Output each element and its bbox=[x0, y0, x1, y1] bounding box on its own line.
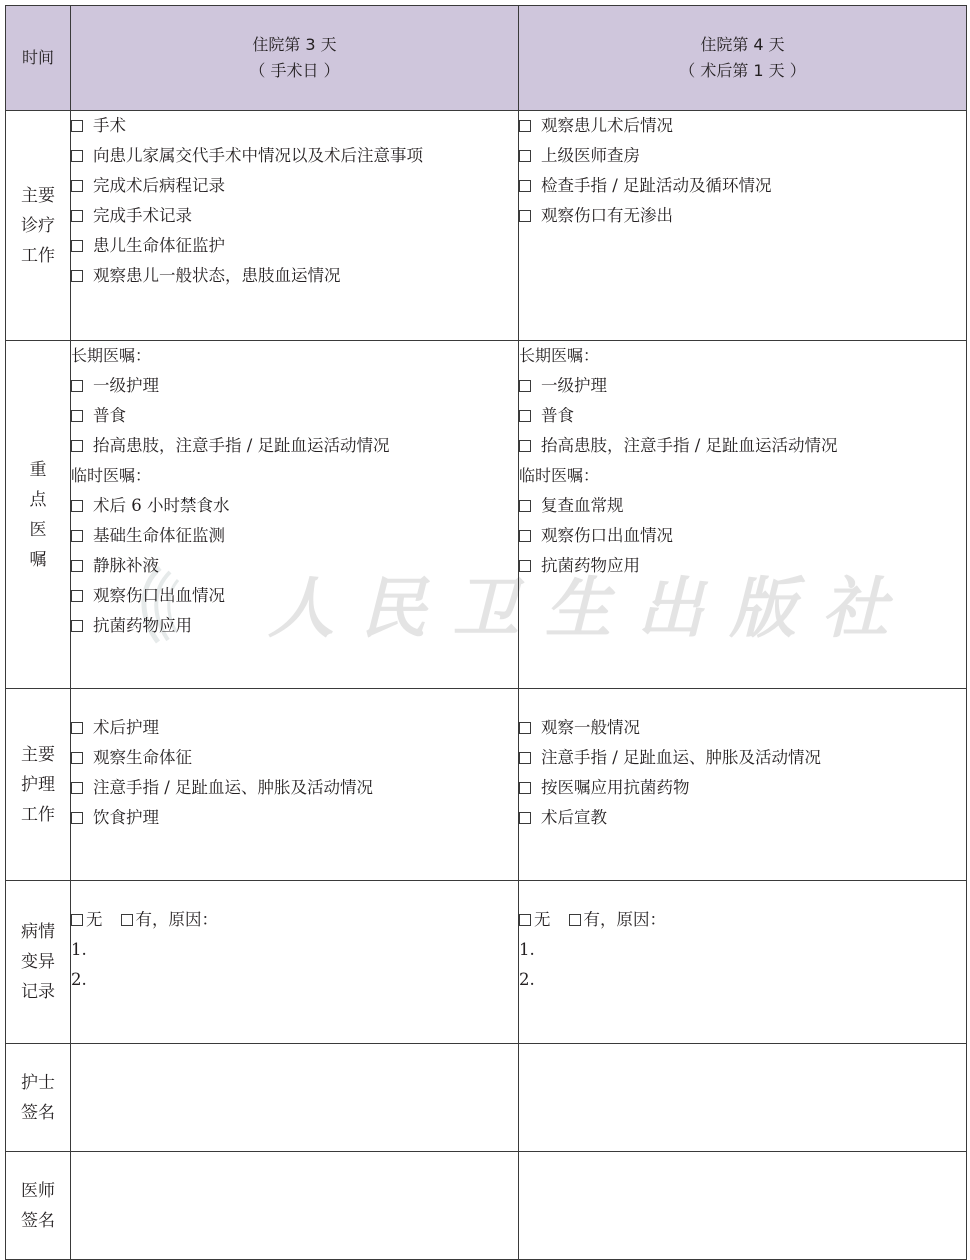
checkbox[interactable] bbox=[519, 782, 531, 794]
checkbox[interactable] bbox=[71, 380, 83, 392]
checkbox[interactable] bbox=[71, 560, 83, 572]
long-term-orders-heading: 长期医嘱： bbox=[71, 346, 152, 365]
checkbox[interactable] bbox=[71, 120, 83, 132]
checkbox[interactable] bbox=[71, 500, 83, 512]
checklist-item[interactable] bbox=[519, 371, 966, 401]
item-text: 普食 bbox=[93, 406, 126, 425]
checklist-item[interactable] bbox=[519, 431, 966, 461]
watermark-char: 人 bbox=[268, 568, 334, 647]
item-text: 观察伤口出血情况 bbox=[541, 526, 673, 545]
item-text: 观察患儿一般状态，患肢血运情况 bbox=[93, 266, 341, 285]
label-text: 主要 bbox=[21, 185, 55, 206]
time-header: 时间 bbox=[6, 6, 71, 111]
variance-line-1[interactable]: 1. bbox=[71, 940, 87, 959]
label-text: 重 bbox=[29, 459, 47, 480]
checklist-item[interactable] bbox=[519, 551, 966, 581]
checkbox[interactable] bbox=[519, 410, 531, 422]
day3-orders-cell bbox=[71, 341, 519, 689]
checklist-item[interactable] bbox=[71, 551, 518, 581]
item-text: 观察患儿术后情况 bbox=[541, 116, 673, 135]
item-text: 观察一般情况 bbox=[541, 718, 640, 737]
checkbox[interactable] bbox=[71, 410, 83, 422]
row-label-variance bbox=[6, 881, 71, 1044]
label-text: 主要 bbox=[21, 744, 55, 765]
day3-doctor-signature-field[interactable] bbox=[71, 1152, 519, 1260]
watermark-char: 民 bbox=[360, 568, 427, 647]
checklist-item[interactable] bbox=[71, 743, 518, 773]
checkbox[interactable] bbox=[71, 722, 83, 734]
day4-orders-cell bbox=[519, 341, 967, 689]
checkbox[interactable] bbox=[71, 590, 83, 602]
option-text: 无 bbox=[534, 910, 551, 929]
row-label-nurse-signature bbox=[6, 1044, 71, 1152]
watermark-char: 生 bbox=[544, 568, 611, 647]
item-text: 静脉补液 bbox=[93, 556, 159, 575]
checklist-item[interactable] bbox=[71, 521, 518, 551]
checkbox[interactable] bbox=[71, 752, 83, 764]
watermark-char: 版 bbox=[729, 568, 796, 647]
day4-variance-cell bbox=[519, 881, 967, 1044]
checklist-item[interactable] bbox=[71, 401, 518, 431]
item-text: 术后护理 bbox=[93, 718, 159, 737]
label-text: 医师 bbox=[21, 1180, 55, 1201]
day3-treatment-cell bbox=[71, 111, 519, 341]
day4-doctor-signature-field[interactable] bbox=[519, 1152, 967, 1260]
checklist-item[interactable] bbox=[71, 141, 518, 171]
row-label-main-nursing bbox=[6, 689, 71, 881]
variance-none-option[interactable] bbox=[71, 910, 103, 929]
checkbox[interactable] bbox=[71, 782, 83, 794]
checkbox[interactable] bbox=[71, 240, 83, 252]
item-text: 完成术后病程记录 bbox=[93, 176, 225, 195]
checkbox-none[interactable] bbox=[71, 914, 83, 926]
day4-title: 住院第 4 天 bbox=[700, 35, 785, 54]
checkbox-none[interactable] bbox=[519, 914, 531, 926]
watermark-char: 出 bbox=[637, 568, 704, 647]
item-text: 注意手指 / 足趾血运、肿胀及活动情况 bbox=[93, 778, 374, 797]
checklist-item[interactable] bbox=[71, 201, 518, 231]
row-label-main-treatment bbox=[6, 111, 71, 341]
item-text: 一级护理 bbox=[93, 376, 159, 395]
long-term-orders-heading: 长期医嘱： bbox=[519, 346, 600, 365]
label-text: 护士 bbox=[21, 1072, 55, 1093]
day3-title: 住院第 3 天 bbox=[252, 35, 337, 54]
checkbox[interactable] bbox=[71, 440, 83, 452]
checklist-item[interactable] bbox=[519, 803, 966, 833]
option-text: 无 bbox=[86, 910, 103, 929]
variance-line-2[interactable]: 2. bbox=[519, 970, 535, 989]
watermark-char: 社 bbox=[821, 568, 888, 647]
label-text: 工作 bbox=[21, 245, 55, 266]
checkbox[interactable] bbox=[519, 210, 531, 222]
item-text: 术后宣教 bbox=[541, 808, 607, 827]
checkbox[interactable] bbox=[71, 210, 83, 222]
day4-nursing-cell bbox=[519, 689, 967, 881]
label-text: 点 bbox=[29, 489, 47, 510]
checklist-item[interactable] bbox=[71, 371, 518, 401]
day3-nursing-cell bbox=[71, 689, 519, 881]
main-nursing-row bbox=[6, 689, 967, 881]
item-text: 术后 6 小时禁食水 bbox=[93, 496, 230, 515]
main-treatment-row bbox=[6, 111, 967, 341]
variance-yes-option[interactable] bbox=[569, 910, 667, 929]
checkbox[interactable] bbox=[519, 500, 531, 512]
checkbox-yes[interactable] bbox=[121, 914, 133, 926]
item-text: 上级医师查房 bbox=[541, 146, 640, 165]
day4-header bbox=[519, 6, 967, 111]
label-text: 签名 bbox=[21, 1210, 55, 1231]
row-label-doctor-signature bbox=[6, 1152, 71, 1260]
item-text: 观察生命体征 bbox=[93, 748, 192, 767]
item-text: 普食 bbox=[541, 406, 574, 425]
checklist-item[interactable] bbox=[519, 491, 966, 521]
checklist-item[interactable] bbox=[519, 773, 966, 803]
checkbox[interactable] bbox=[71, 150, 83, 162]
clinical-pathway-table bbox=[5, 5, 967, 1260]
item-text: 手术 bbox=[93, 116, 126, 135]
checklist-item[interactable] bbox=[71, 581, 518, 611]
checklist-item[interactable] bbox=[71, 431, 518, 461]
label-text: 变异 bbox=[21, 952, 55, 972]
temporary-orders-heading: 临时医嘱： bbox=[519, 466, 600, 485]
checklist-item[interactable] bbox=[71, 713, 518, 743]
item-text: 复查血常规 bbox=[541, 496, 624, 515]
day4-nurse-signature-field[interactable] bbox=[519, 1044, 967, 1152]
checklist-item[interactable] bbox=[519, 141, 966, 171]
variance-record-row bbox=[6, 881, 967, 1044]
temporary-orders-heading: 临时医嘱： bbox=[71, 466, 152, 485]
checklist-item[interactable] bbox=[71, 231, 518, 261]
checkbox[interactable] bbox=[519, 560, 531, 572]
item-text: 检查手指 / 足趾活动及循环情况 bbox=[541, 176, 772, 195]
item-text: 患儿生命体征监护 bbox=[93, 236, 225, 255]
checklist-item[interactable] bbox=[71, 261, 518, 291]
checkbox[interactable] bbox=[71, 180, 83, 192]
item-text: 观察伤口出血情况 bbox=[93, 586, 225, 605]
item-text: 按医嘱应用抗菌药物 bbox=[541, 778, 690, 797]
item-text: 抗菌药物应用 bbox=[541, 556, 640, 575]
variance-yes-option[interactable] bbox=[121, 910, 219, 929]
checkbox[interactable] bbox=[519, 180, 531, 192]
row-label-key-orders bbox=[6, 341, 71, 689]
item-text: 抬高患肢，注意手指 / 足趾血运活动情况 bbox=[93, 436, 390, 455]
checklist-item[interactable] bbox=[519, 743, 966, 773]
day3-variance-cell bbox=[71, 881, 519, 1044]
checkbox[interactable] bbox=[519, 120, 531, 132]
checkbox[interactable] bbox=[71, 530, 83, 542]
checkbox[interactable] bbox=[519, 722, 531, 734]
watermark-char: 卫 bbox=[452, 568, 519, 647]
checkbox[interactable] bbox=[519, 380, 531, 392]
option-text: 有，原因： bbox=[583, 910, 666, 929]
doctor-signature-row bbox=[6, 1152, 967, 1260]
checklist-item[interactable] bbox=[519, 171, 966, 201]
checkbox[interactable] bbox=[71, 812, 83, 824]
label-text: 工作 bbox=[21, 804, 55, 825]
option-text: 有，原因： bbox=[135, 910, 218, 929]
item-text: 一级护理 bbox=[541, 376, 607, 395]
label-text: 记录 bbox=[21, 982, 55, 1002]
day4-subtitle: （ 术后第 1 天 ） bbox=[679, 61, 806, 80]
label-text: 护理 bbox=[21, 774, 55, 795]
checklist-item[interactable] bbox=[71, 611, 518, 641]
item-text: 完成手术记录 bbox=[93, 206, 192, 225]
variance-line-1[interactable]: 1. bbox=[519, 940, 535, 959]
variance-none-option[interactable] bbox=[519, 910, 551, 929]
day3-nurse-signature-field[interactable] bbox=[71, 1044, 519, 1152]
checkbox[interactable] bbox=[519, 812, 531, 824]
label-text: 签名 bbox=[21, 1102, 55, 1123]
checkbox[interactable] bbox=[519, 530, 531, 542]
item-text: 基础生命体征监测 bbox=[93, 526, 225, 545]
label-text: 医 bbox=[29, 519, 47, 540]
variance-options bbox=[519, 905, 966, 935]
item-text: 向患儿家属交代手术中情况以及术后注意事项 bbox=[93, 146, 423, 165]
checkbox-yes[interactable] bbox=[569, 914, 581, 926]
item-text: 注意手指 / 足趾血运、肿胀及活动情况 bbox=[541, 748, 822, 767]
item-text: 抗菌药物应用 bbox=[93, 616, 192, 635]
label-text: 诊疗 bbox=[21, 215, 55, 236]
checklist-item[interactable] bbox=[71, 773, 518, 803]
day3-header bbox=[71, 6, 519, 111]
checkbox[interactable] bbox=[71, 620, 83, 632]
checklist-item[interactable] bbox=[519, 111, 966, 141]
header-row bbox=[6, 6, 967, 111]
variance-options bbox=[71, 905, 518, 935]
checklist-item[interactable] bbox=[71, 491, 518, 521]
label-text: 嘱 bbox=[29, 549, 47, 570]
checklist-item[interactable] bbox=[519, 521, 966, 551]
checklist-item[interactable] bbox=[71, 111, 518, 141]
checkbox[interactable] bbox=[71, 270, 83, 282]
checklist-item[interactable] bbox=[71, 803, 518, 833]
checkbox[interactable] bbox=[519, 440, 531, 452]
checkbox[interactable] bbox=[519, 150, 531, 162]
checklist-item[interactable] bbox=[519, 713, 966, 743]
checkbox[interactable] bbox=[519, 752, 531, 764]
checklist-item[interactable] bbox=[71, 171, 518, 201]
day4-treatment-cell bbox=[519, 111, 967, 341]
nurse-signature-row bbox=[6, 1044, 967, 1152]
checklist-item[interactable] bbox=[519, 401, 966, 431]
label-text: 病情 bbox=[21, 922, 55, 942]
day3-subtitle: （ 手术日 ） bbox=[249, 61, 340, 80]
variance-line-2[interactable]: 2. bbox=[71, 970, 87, 989]
item-text: 饮食护理 bbox=[93, 808, 159, 827]
key-orders-row bbox=[6, 341, 967, 689]
checklist-item[interactable] bbox=[519, 201, 966, 231]
item-text: 观察伤口有无渗出 bbox=[541, 206, 673, 225]
item-text: 抬高患肢，注意手指 / 足趾血运活动情况 bbox=[541, 436, 838, 455]
